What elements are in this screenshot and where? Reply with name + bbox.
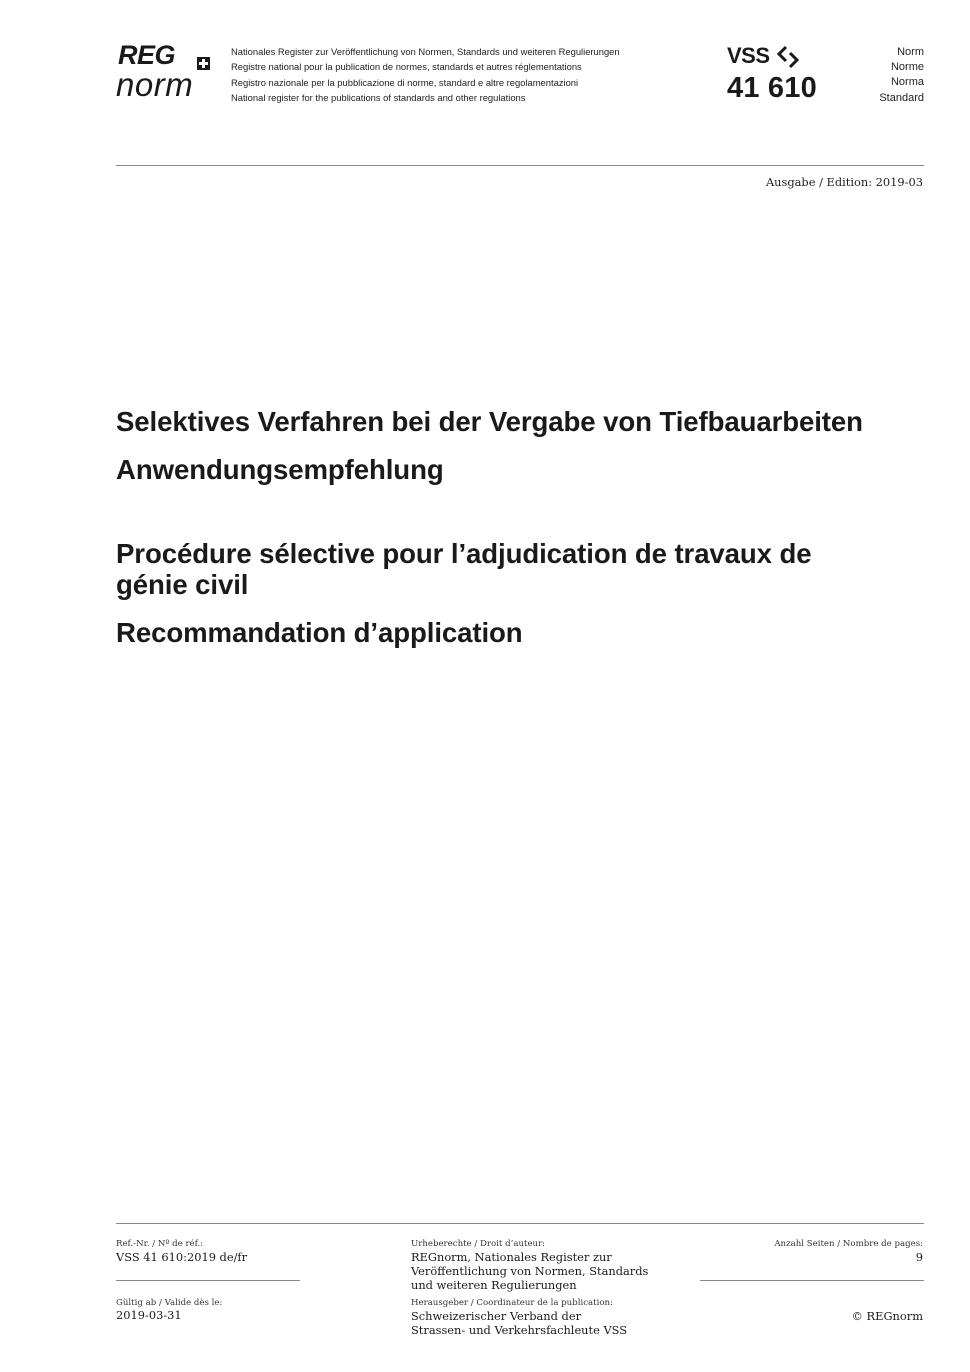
title-de: Selektives Verfahren bei der Vergabe von Tiefbauarbeiten bbox=[116, 406, 863, 437]
title-fr bbox=[116, 538, 876, 600]
pages-divider bbox=[700, 1280, 924, 1281]
register-line-de: Nationales Register zur Veröffentlichung von Normen, Standards und weiteren Regulierungen bbox=[231, 46, 620, 57]
copyright-holder-line: und weiteren Regulierungen bbox=[411, 1278, 577, 1293]
register-line-fr: Registre national pour la publication de normes, standards et autres réglementations bbox=[231, 61, 582, 73]
type-label-it: Norma bbox=[890, 76, 924, 89]
publisher-label: Herausgeber / Coordinateur de la publication: bbox=[411, 1298, 613, 1308]
type-label-de: Norm bbox=[897, 46, 924, 58]
subtitle-de: Anwendungsempfehlung bbox=[116, 454, 444, 485]
valid-from-value: 2019-03-31 bbox=[116, 1308, 182, 1322]
footer-divider bbox=[116, 1223, 924, 1224]
copyright-holder bbox=[411, 1250, 648, 1293]
ref-number-label: Ref.-Nr. / Nº de réf.: bbox=[116, 1239, 204, 1249]
header-divider bbox=[116, 165, 924, 166]
type-label-fr: Norme bbox=[890, 61, 924, 74]
valid-from-label: Gültig ab / Valide dès le: bbox=[116, 1298, 223, 1308]
page-count-value: 9 bbox=[915, 1250, 923, 1264]
register-description bbox=[231, 44, 620, 105]
vss-publisher-mark: VSS bbox=[727, 43, 770, 68]
copyright-mark: © REGnorm bbox=[851, 1309, 923, 1323]
ref-divider bbox=[116, 1280, 300, 1281]
document-number: 41 610 bbox=[727, 72, 817, 104]
publisher-name bbox=[411, 1309, 627, 1337]
register-line-it: Registro nazionale per la pubblicazione di norme, standard e altre regolamentazioni bbox=[231, 76, 579, 88]
copyright-holder-line: REGnorm, Nationales Register zur bbox=[411, 1250, 612, 1264]
type-label-en: Standard bbox=[879, 91, 924, 104]
regnorm-logo-norm: norm bbox=[116, 66, 194, 103]
document-type-labels bbox=[879, 45, 924, 106]
copyright-label: Urheberechte / Droit d’auteur: bbox=[411, 1239, 546, 1249]
page-count-label: Anzahl Seiten / Nombre de pages: bbox=[774, 1239, 923, 1249]
ref-number-value: VSS 41 610:2019 de/fr bbox=[116, 1250, 248, 1264]
title-fr-text: Procédure sélective pour l’adjudication de travaux de génie civil bbox=[116, 538, 812, 600]
publisher-line: Strassen- und Verkehrsfachleute VSS bbox=[411, 1323, 628, 1338]
double-chevron-icon bbox=[776, 44, 804, 70]
regnorm-logo-reg: REG bbox=[118, 40, 176, 70]
swiss-cross-icon bbox=[197, 57, 210, 70]
register-line-en: National register for the publications of standards and other regulations bbox=[231, 91, 526, 103]
edition-label: Ausgabe / Edition: 2019-03 bbox=[765, 175, 923, 189]
copyright-holder-line: Veröffentlichung von Normen, Standards bbox=[411, 1264, 649, 1279]
publisher-line: Schweizerischer Verband der bbox=[411, 1309, 582, 1323]
subtitle-fr: Recommandation d’application bbox=[116, 617, 523, 648]
